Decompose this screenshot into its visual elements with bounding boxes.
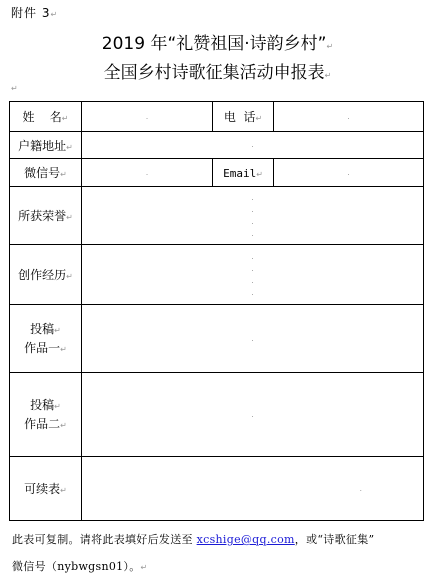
work-2-label: 投稿↵ 作品二↵ <box>10 373 82 457</box>
email-label: Email↵ <box>213 159 274 187</box>
form-title-line-2: 全国乡村诗歌征集活动申报表↵ <box>103 63 332 83</box>
experience-label: 创作经历↵ <box>10 245 82 305</box>
wechat-field[interactable]: . <box>82 159 213 187</box>
row-continuation <box>10 457 424 521</box>
work-2-field[interactable]: . <box>82 373 424 457</box>
row-work-2 <box>10 373 424 457</box>
row-honors <box>10 187 424 245</box>
application-form-table <box>9 101 424 521</box>
row-wechat-email <box>10 159 424 187</box>
hukou-label: 户籍地址↵ <box>10 132 82 159</box>
name-field[interactable]: . <box>82 102 213 132</box>
work-1-label: 投稿↵ 作品一↵ <box>10 305 82 373</box>
honors-label: 所获荣誉↵ <box>10 187 82 245</box>
row-work-1 <box>10 305 424 373</box>
submission-email-link[interactable]: xcshige@qq.com <box>196 533 295 546</box>
paragraph-mark: ↵ <box>11 84 18 93</box>
row-hukou <box>10 132 424 159</box>
honors-field[interactable]: . . . . <box>82 187 424 245</box>
hukou-field[interactable]: . <box>82 132 424 159</box>
experience-field[interactable]: . . . . <box>82 245 424 305</box>
phone-label: 电 话↵ <box>213 102 274 132</box>
name-label: 姓 名↵ <box>10 102 82 132</box>
continuation-label: 可续表↵ <box>10 457 82 521</box>
row-experience <box>10 245 424 305</box>
submission-note: 此表可复制。请将此表填好后发送至 xcshige@qq.com，或“诗歌征集” <box>12 533 375 546</box>
form-title-line-1: 2019 年“礼赞祖国·诗韵乡村”↵ <box>101 34 334 54</box>
phone-field[interactable]: . <box>274 102 424 132</box>
attachment-label: 附件 3↵ <box>11 6 59 20</box>
wechat-note: 微信号（nybwgsn01）。↵ <box>12 560 148 573</box>
row-name-phone <box>10 102 424 132</box>
wechat-label: 微信号↵ <box>10 159 82 187</box>
email-field[interactable]: . <box>274 159 424 187</box>
continuation-field[interactable]: . <box>82 457 424 521</box>
work-1-field[interactable]: . <box>82 305 424 373</box>
